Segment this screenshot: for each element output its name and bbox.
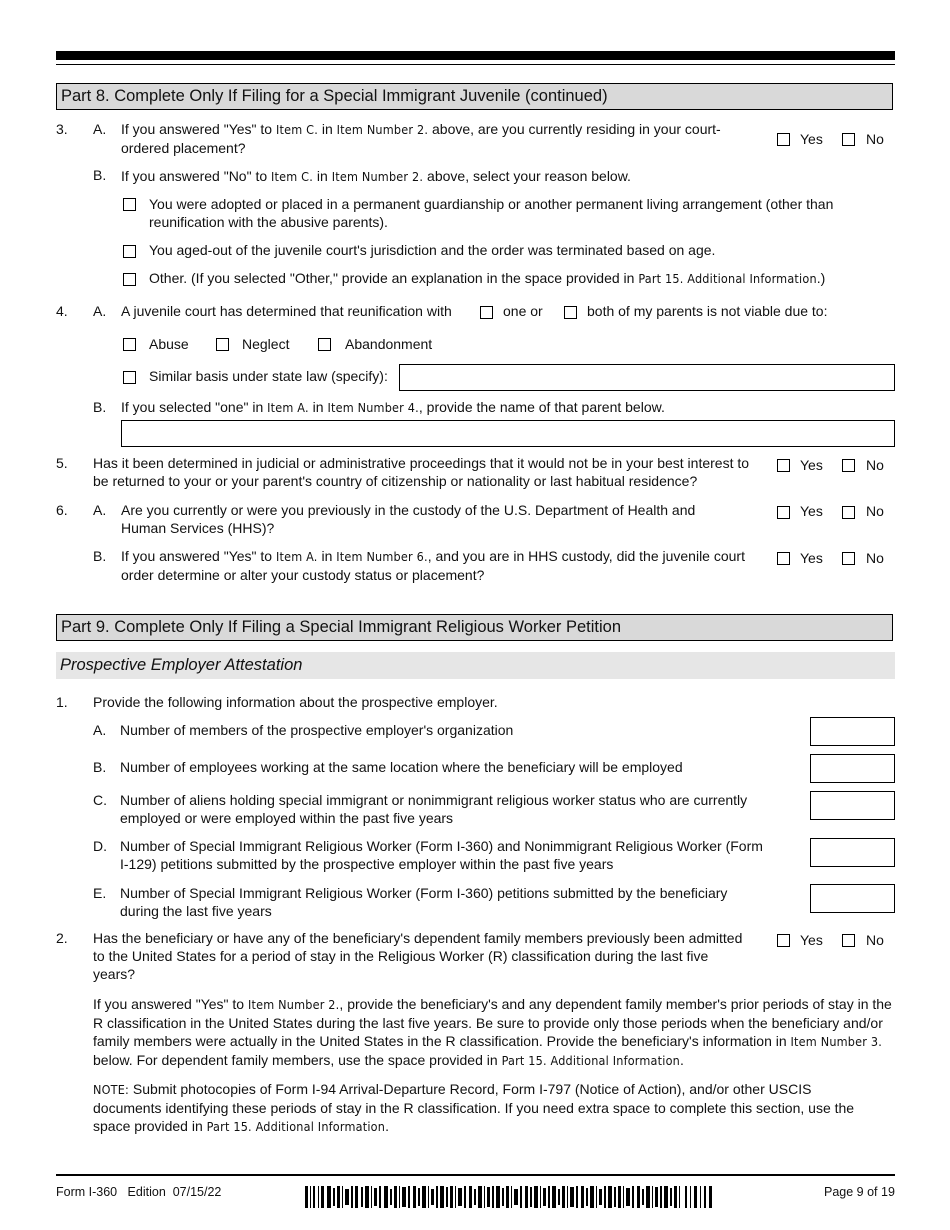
q3a-question: If you answered "Yes" to Item C. in Item Number 2. above, are you currently residing in your court-ordered placement? [121,121,721,156]
q6a-yes-checkbox[interactable] [777,506,790,519]
q3a-no-checkbox[interactable] [842,133,855,146]
q5-no-label: No [866,457,884,473]
footer-form-edition: Form I-360 Edition 07/15/22 [56,1185,222,1199]
q3a-yes-checkbox[interactable] [777,133,790,146]
q3b-option-adopted-label: You were adopted or placed in a permanent guardianship or another permanent living arrangement (other than reunification with the abusive parents). [149,196,834,230]
p9-q2-yes-checkbox[interactable] [777,934,790,947]
q6b-letter: B. [93,548,107,564]
q6b-yes-checkbox[interactable] [777,552,790,565]
p9-q1a-letter: A. [93,722,107,738]
part9-header: Part 9. Complete Only If Filing a Special Immigrant Religious Worker Petition [56,614,893,641]
q4-number: 4. [56,303,68,319]
q4a-letter: A. [93,303,107,319]
q3b-option-aged-out-checkbox[interactable] [123,245,136,258]
p9-q1d-petitions-employer-input[interactable] [810,838,895,867]
q4b-question: If you selected "one" in Item A. in Item Number 4., provide the name of that parent below. [121,399,665,415]
q4a-abandonment-checkbox[interactable] [318,338,331,351]
part8-header: Part 8. Complete Only If Filing for a Special Immigrant Juvenile (continued) [56,83,893,110]
p9-q1-text: Provide the following information about the prospective employer. [93,694,498,710]
q4a-one-parent-label: one or [503,303,543,319]
q3-number: 3. [56,121,68,137]
q5-yes-checkbox[interactable] [777,459,790,472]
q3a-no-label: No [866,131,884,147]
p9-q1a-text: Number of members of the prospective employer's organization [120,722,514,738]
top-rule-thin [56,64,895,65]
p9-q1b-employees-input[interactable] [810,754,895,783]
p9-q2-yes-label: Yes [800,932,823,948]
q6-number: 6. [56,502,68,518]
q4a-neglect-checkbox[interactable] [216,338,229,351]
q4a-similar-basis-checkbox[interactable] [123,371,136,384]
q3a-yes-label: Yes [800,131,823,147]
q6a-question: Are you currently or were you previously in the custody of the U.S. Department of Health and Human Services (HHS)? [121,502,696,536]
p9-q1e-petitions-beneficiary-input[interactable] [810,884,895,913]
p9-q1c-aliens-input[interactable] [810,791,895,820]
q4a-one-parent-checkbox[interactable] [480,306,493,319]
p9-q1c-text: Number of aliens holding special immigrant or nonimmigrant religious worker status who are currently employed or were employed within the past five years [120,792,748,826]
q4a-neglect-label: Neglect [242,336,290,352]
q4a-both-parents-checkbox[interactable] [564,306,577,319]
q4a-similar-basis-label: Similar basis under state law (specify): [149,368,388,384]
q4b-letter: B. [93,399,107,415]
p9-q1d-letter: D. [93,838,107,854]
q3b-question: If you answered "No" to Item C. in Item Number 2. above, select your reason below. [121,168,631,184]
q3b-letter: B. [93,167,107,183]
q6a-letter: A. [93,502,107,518]
p9-q2-no-label: No [866,932,884,948]
q5-number: 5. [56,455,68,471]
q3b-option-adopted-checkbox[interactable] [123,198,136,211]
q4a-similar-basis-input[interactable] [399,364,895,391]
p9-q2-question: Has the beneficiary or have any of the beneficiary's dependent family members previously been admitted to the United States for a period of stay in the Religious Worker (R) classification during the last five years? [93,930,743,982]
footer-page-number: Page 9 of 19 [824,1185,895,1199]
p9-q1a-members-input[interactable] [810,717,895,746]
q4b-parent-name-input[interactable] [121,420,895,447]
p9-q1-number: 1. [56,694,68,710]
p9-q2-no-checkbox[interactable] [842,934,855,947]
q3b-option-other-label: Other. (If you selected "Other," provide an explanation in the space provided in Part 15. Additional Information.) [149,270,826,286]
footer-rule [56,1174,895,1176]
top-rule-thick [56,51,895,60]
q4a-abuse-checkbox[interactable] [123,338,136,351]
p9-q1c-letter: C. [93,792,107,808]
p9-q2-note: NOTE: Submit photocopies of Form I-94 Arrival-Departure Record, Form I-797 (Notice of Action), and/or other USCIS documents identifying these periods of stay in the R classification. If you need extra space to complete this section, use the space provided in Part 15. Additional Information. [93,1081,855,1134]
p9-q1e-letter: E. [93,885,107,901]
p9-q1d-text: Number of Special Immigrant Religious Worker (Form I-360) and Nonimmigrant Religious Worker (Form I-129) petitions submitted by the prospective employer within the past five years [120,838,763,872]
q6a-yes-label: Yes [800,503,823,519]
q5-yes-label: Yes [800,457,823,473]
p9-q2-instructions: If you answered "Yes" to Item Number 2., provide the beneficiary's and any dependent family member's prior periods of stay in the R classification in the United States during the last five years. Be sure to provide only those periods when the beneficiary and/or family members were actually in the United States in the R classification. Provide the beneficiary's information in Item Number 3. below. For dependent family members, use the space provided in Part 15. Additional Information. [93,996,892,1068]
q6a-no-label: No [866,503,884,519]
p9-q1e-text: Number of Special Immigrant Religious Worker (Form I-360) petitions submitted by the beneficiary during the last five years [120,885,728,919]
q6b-question: If you answered "Yes" to Item A. in Item Number 6., and you are in HHS custody, did the juvenile court order determine or alter your custody status or placement? [121,548,745,583]
q4a-abandonment-label: Abandonment [345,336,433,352]
q6b-no-checkbox[interactable] [842,552,855,565]
q4a-abuse-label: Abuse [149,336,189,352]
q5-no-checkbox[interactable] [842,459,855,472]
p9-q1b-text: Number of employees working at the same location where the beneficiary will be employed [120,759,683,775]
q3a-letter: A. [93,121,107,137]
p9-q1b-letter: B. [93,759,107,775]
q5-question: Has it been determined in judicial or administrative proceedings that it would not be in your best interest to be returned to your or your parent's country of citizenship or nationality or last habitual residence? [93,455,750,489]
q3b-option-aged-out-label: You aged-out of the juvenile court's jurisdiction and the order was terminated based on age. [149,242,716,258]
q6b-yes-label: Yes [800,550,823,566]
barcode [305,1186,713,1208]
q3b-option-other-checkbox[interactable] [123,273,136,286]
q6b-no-label: No [866,550,884,566]
q6a-no-checkbox[interactable] [842,506,855,519]
q4a-question: A juvenile court has determined that reunification with [121,303,452,319]
part9-subheader: Prospective Employer Attestation [56,652,895,679]
q4a-both-parents-label: both of my parents is not viable due to: [587,303,828,319]
p9-q2-number: 2. [56,930,68,946]
